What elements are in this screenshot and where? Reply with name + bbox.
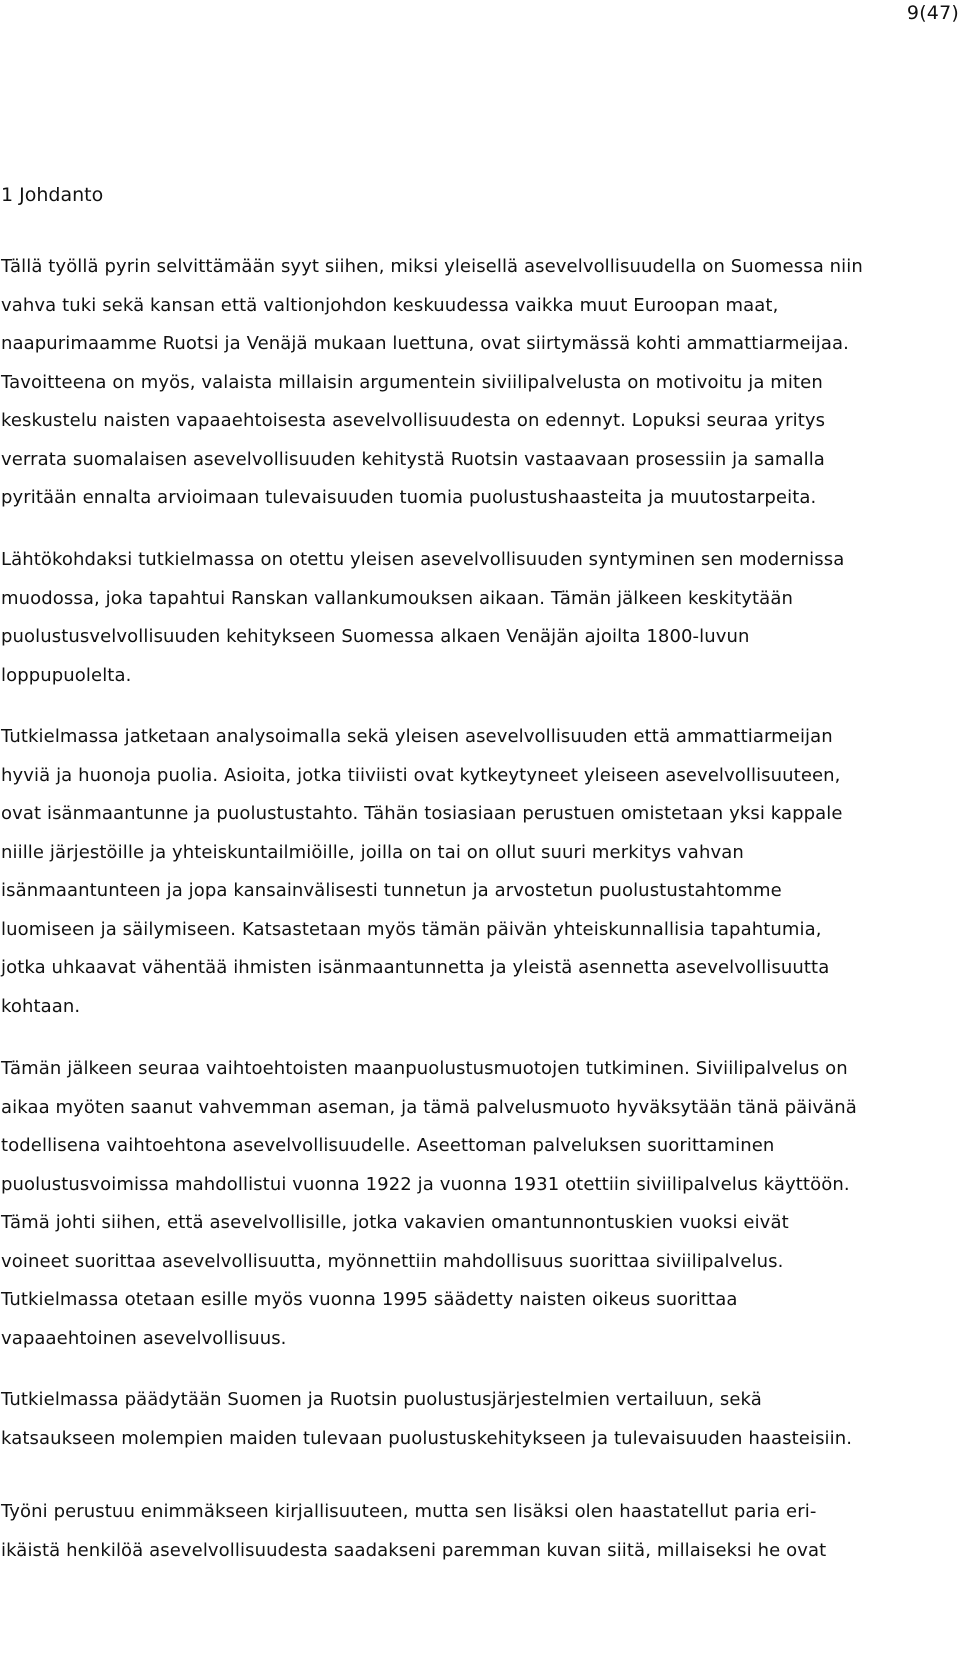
text-line: kohtaan. bbox=[1, 995, 81, 1017]
text-line: katsaukseen molempien maiden tulevaan puolustuskehitykseen ja tulevaisuuden haasteisiin. bbox=[1, 1427, 853, 1449]
text-line: keskustelu naisten vapaaehtoisesta asevelvollisuudesta on edennyt. Lopuksi seuraa yritys bbox=[1, 410, 826, 431]
text-line: todellisena vaihtoehtona asevelvollisuudelle. Aseettoman palveluksen suorittaminen bbox=[1, 1135, 775, 1156]
paragraph-intro bbox=[1, 248, 951, 518]
text-line: luomiseen ja säilymiseen. Katsastetaan myös tämän päivän yhteiskunnallisia tapahtumia, bbox=[1, 918, 822, 940]
text-line: Tämä johti siihen, että asevelvollisille, jotka vakavien omantunnontuskien vuoksi eivät bbox=[1, 1212, 789, 1233]
page-number: 9(47) bbox=[906, 2, 959, 24]
text-line: Tutkielmassa otetaan esille myös vuonna 1995 säädetty naisten oikeus suorittaa bbox=[1, 1289, 738, 1310]
text-line: isänmaantunteen ja jopa kansainvälisesti tunnetun ja arvostetun puolustustahtomme bbox=[1, 880, 782, 901]
text-line: jotka uhkaavat vähentää ihmisten isänmaantunnetta ja yleistä asennetta asevelvollisuutta bbox=[1, 957, 830, 978]
text-line: verrata suomalaisen asevelvollisuuden kehitystä Ruotsin vastaavaan prosessiin ja samalla bbox=[1, 448, 825, 470]
text-line: naapurimaamme Ruotsi ja Venäjä mukaan luettuna, ovat siirtymässä kohti ammattiarmeijaa. bbox=[1, 333, 849, 354]
text-line: Lähtökohdaksi tutkielmassa on otettu yleisen asevelvollisuuden syntyminen sen modernissa bbox=[1, 549, 845, 570]
text-line: Tavoitteena on myös, valaista millaisin argumentein siviilipalvelusta on motivoitu ja miten bbox=[1, 371, 823, 393]
text-line: ovat isänmaantunne ja puolustustahto. Tähän tosiasiaan perustuen omistetaan yksi kappale bbox=[1, 803, 843, 824]
paragraph-starting-point bbox=[1, 541, 951, 695]
text-line: puolustusvoimissa mahdollistui vuonna 1922 ja vuonna 1931 otettiin siviilipalvelus käyttöön. bbox=[1, 1173, 850, 1195]
text-line: niille järjestöille ja yhteiskuntailmiöille, joilla on tai on ollut suuri merkitys vahvan bbox=[1, 841, 744, 863]
text-line: hyviä ja huonoja puolia. Asioita, jotka tiiviisti ovat kytkeytyneet yleiseen asevelvollisuuteen, bbox=[1, 764, 841, 786]
text-line: puolustusvelvollisuuden kehitykseen Suomessa alkaen Venäjän ajoilta 1800-luvun bbox=[1, 626, 750, 647]
text-line: vahva tuki sekä kansan että valtionjohdon keskuudessa vaikka muut Euroopan maat, bbox=[1, 294, 779, 316]
section-heading: 1 Johdanto bbox=[1, 184, 104, 206]
paragraph-sources bbox=[1, 1493, 951, 1570]
text-line: pyritään ennalta arvioimaan tulevaisuuden tuomia puolustushaasteita ja muutostarpeita. bbox=[1, 487, 817, 508]
text-line: vapaaehtoinen asevelvollisuus. bbox=[1, 1327, 287, 1349]
paragraph-comparison bbox=[1, 1381, 951, 1458]
text-line: Tutkielmassa päädytään Suomen ja Ruotsin puolustusjärjestelmien vertailuun, sekä bbox=[1, 1389, 762, 1410]
text-line: Tutkielmassa jatketaan analysoimalla sekä yleisen asevelvollisuuden että ammattiarmeijan bbox=[1, 726, 833, 747]
text-line: ikäistä henkilöä asevelvollisuudesta saadakseni paremman kuvan siitä, millaiseksi he ovat bbox=[1, 1539, 827, 1561]
text-line: Tämän jälkeen seuraa vaihtoehtoisten maanpuolustusmuotojen tutkiminen. Siviilipalvelus on bbox=[1, 1058, 848, 1079]
paragraph-analysis bbox=[1, 718, 951, 1026]
paragraph-alternatives bbox=[1, 1050, 951, 1358]
text-line: muodossa, joka tapahtui Ranskan vallankumouksen aikaan. Tämän jälkeen keskitytään bbox=[1, 587, 793, 609]
text-line: Tällä työllä pyrin selvittämään syyt siihen, miksi yleisellä asevelvollisuudella on Suomessa niin bbox=[1, 256, 863, 277]
text-line: loppupuolelta. bbox=[1, 664, 132, 686]
text-line: aikaa myöten saanut vahvemman aseman, ja tämä palvelusmuoto hyväksytään tänä päivänä bbox=[1, 1096, 857, 1118]
text-line: voineet suorittaa asevelvollisuutta, myönnettiin mahdollisuus suorittaa siviilipalvelus. bbox=[1, 1250, 784, 1272]
text-line: Työni perustuu enimmäkseen kirjallisuuteen, mutta sen lisäksi olen haastatellut paria eri- bbox=[1, 1501, 817, 1522]
